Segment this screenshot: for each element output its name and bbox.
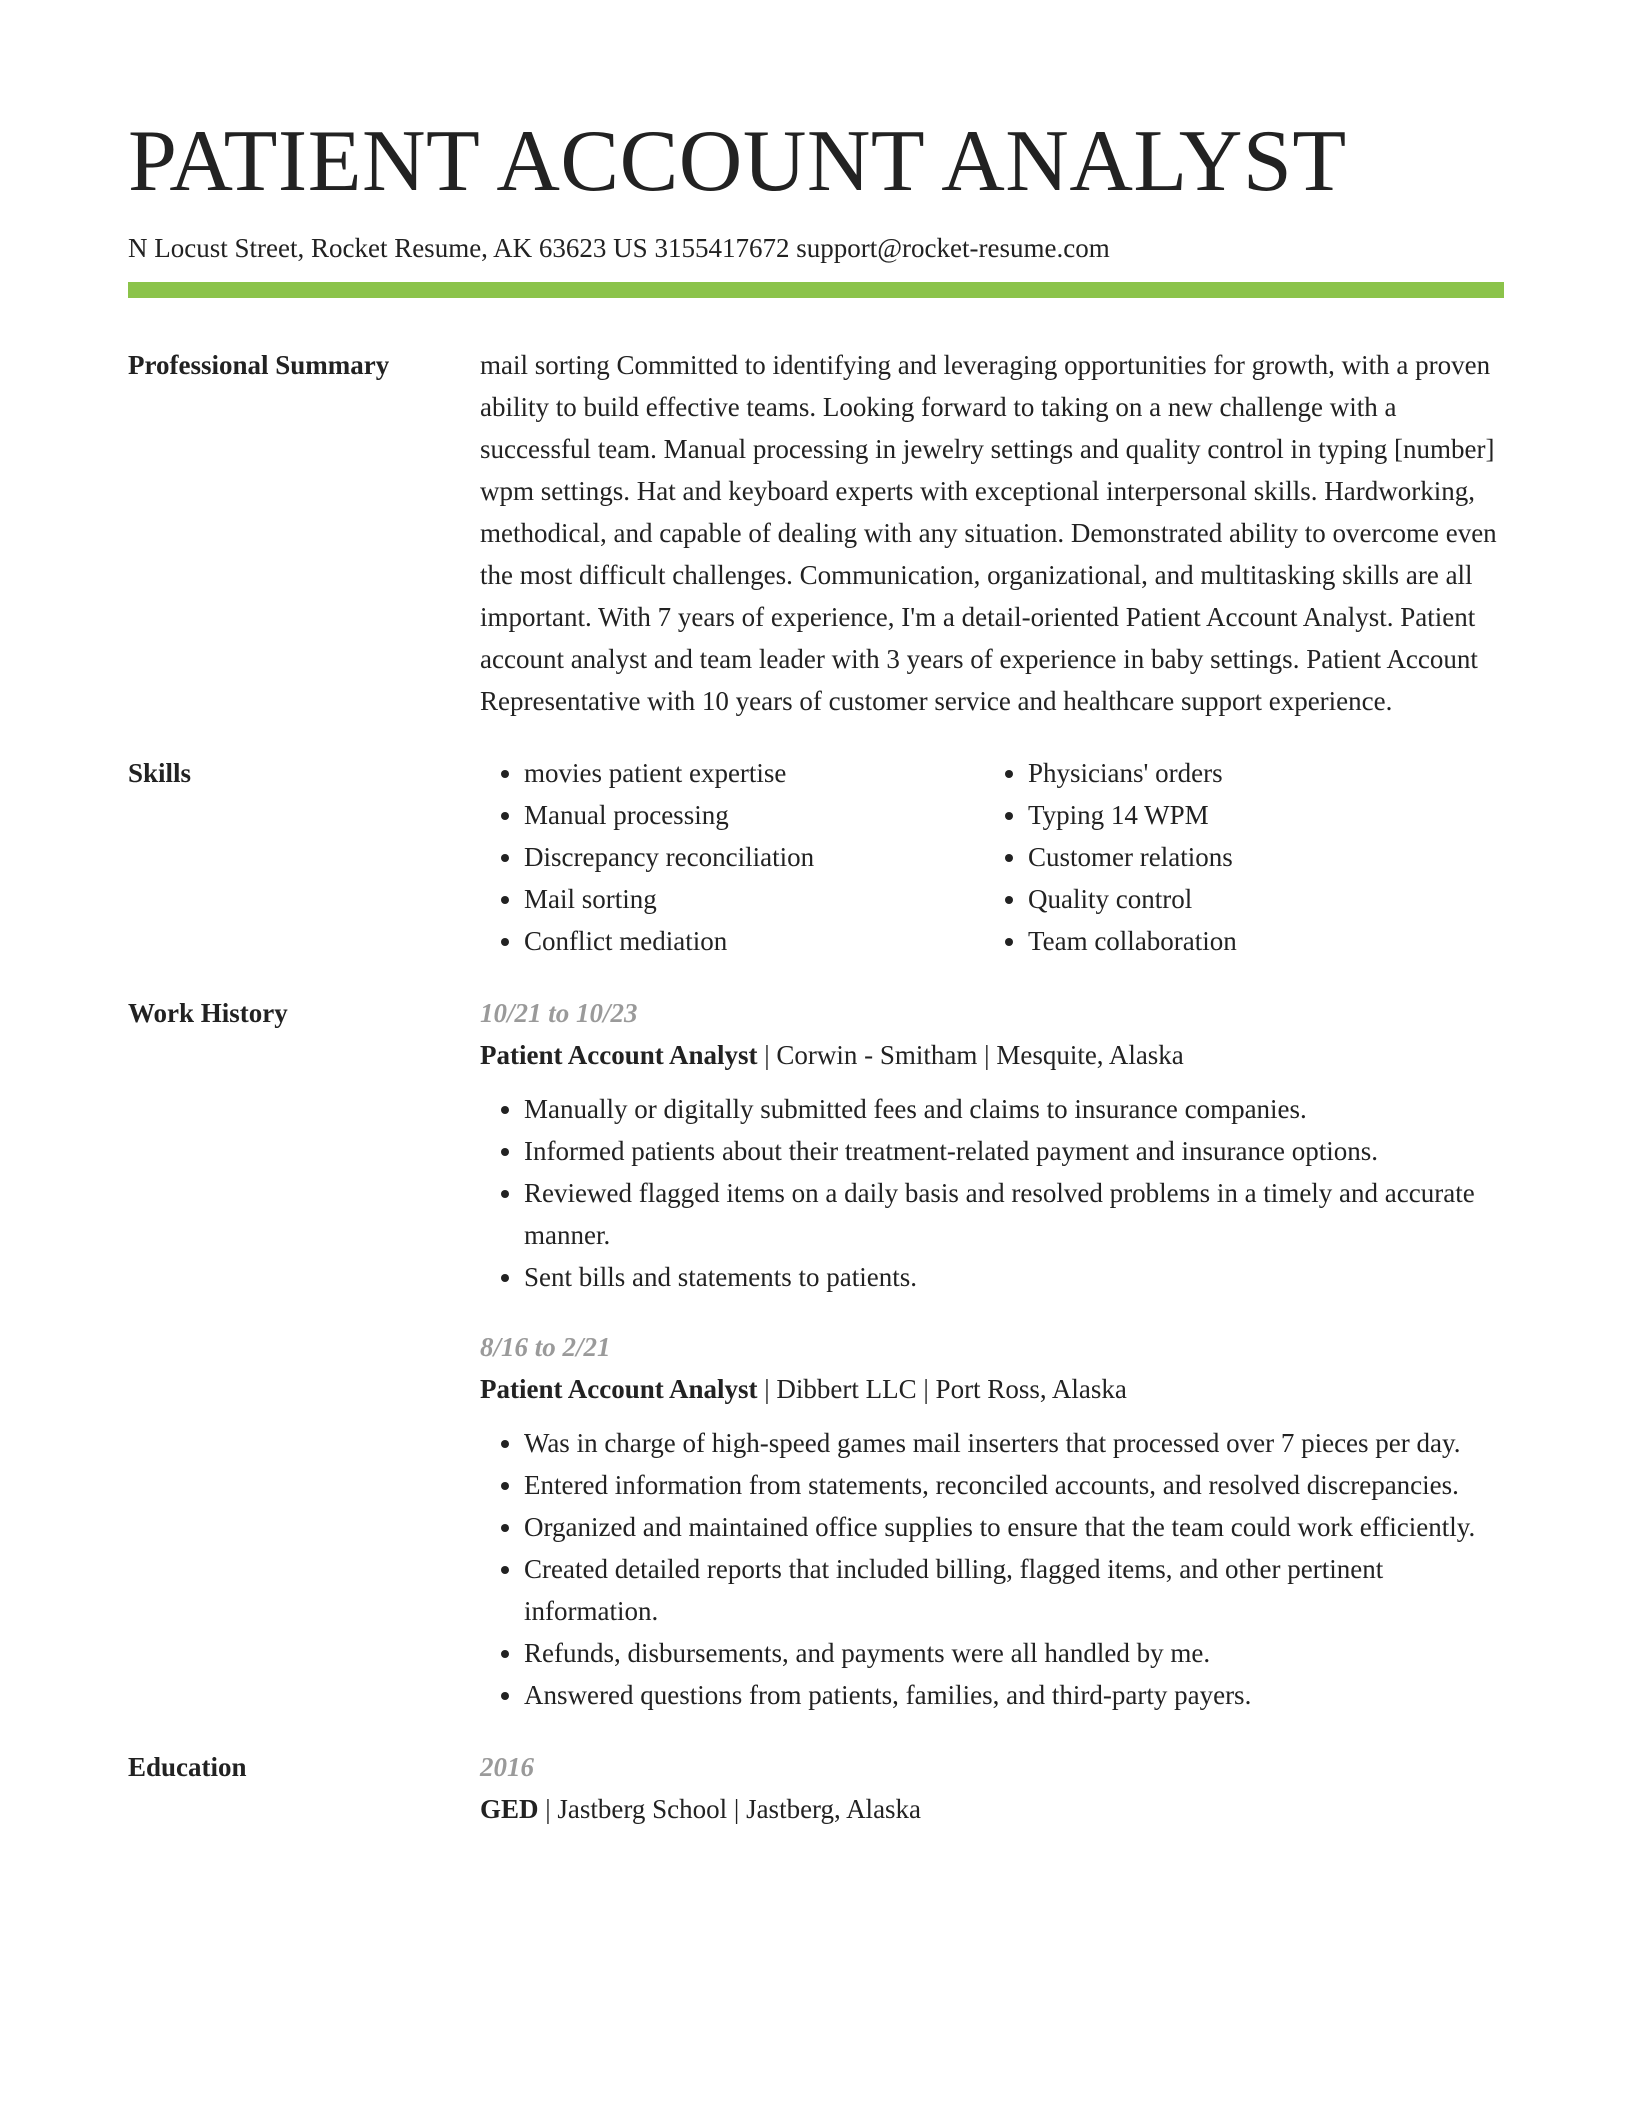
job-details: | Corwin - Smitham | Mesquite, Alaska	[757, 1040, 1184, 1070]
job-bullet: • Manually or digitally submitted fees and claims to insurance companies.	[524, 1088, 1504, 1130]
job-bullet: • Created detailed reports that included billing, flagged items, and other pertinent information.	[524, 1548, 1504, 1632]
education-date: 2016	[480, 1752, 534, 1782]
skill-item: • Typing 14 WPM	[1028, 794, 1488, 836]
skill-item: • Customer relations	[1028, 836, 1488, 878]
summary-text: mail sorting Committed to identifying and leveraging opportunities for growth, with a proven ability to build effective teams. Looking forward to taking on a new challenge with a successful team. Manual processing in jewelry settings and quality control in typing [number] wpm settings. Hat and keyboard experts with exceptional interpersonal skills. Hardworking, methodical, and capable of dealing with any situation. Demonstrated ability to overcome even the most difficult challenges. Communication, organizational, and multitasking skills are all important. With 7 years of experience, I'm a detail-oriented Patient Account Analyst. Patient account analyst and team leader with 3 years of experience in baby settings. Patient Account Representative with 10 years of customer service and healthcare support experience.	[480, 350, 1497, 716]
work-history-body	[480, 992, 1504, 1716]
skill-item: • Physicians' orders	[1028, 752, 1488, 794]
skill-item: • Discrepancy reconciliation	[524, 836, 984, 878]
job-title: Patient Account Analyst	[480, 1374, 758, 1404]
job-title: Patient Account Analyst	[480, 1040, 758, 1070]
section-title-summary: Professional Summary	[128, 350, 390, 380]
job-date: 10/21 to 10/23	[480, 998, 638, 1028]
education-degree: GED	[480, 1794, 539, 1824]
work-history-section	[128, 992, 1504, 1716]
job-bullet: • Refunds, disbursements, and payments were all handled by me.	[524, 1632, 1504, 1674]
skill-item: • movies patient expertise	[524, 752, 984, 794]
skill-item: • Manual processing	[524, 794, 984, 836]
job-bullet: • Informed patients about their treatment-related payment and insurance options.	[524, 1130, 1504, 1172]
education-body	[480, 1746, 1504, 1830]
job-role-line	[480, 1034, 1504, 1076]
skills-list-right	[984, 752, 1488, 962]
job-details: | Dibbert LLC | Port Ross, Alaska	[757, 1374, 1127, 1404]
job-bullet: • Reviewed flagged items on a daily basis and resolved problems in a timely and accurate manner.	[524, 1172, 1504, 1256]
education-line	[480, 1788, 1504, 1830]
job-bullet: • Organized and maintained office supplies to ensure that the team could work efficiently.	[524, 1506, 1504, 1548]
skill-item: • Mail sorting	[524, 878, 984, 920]
job-bullet: • Answered questions from patients, families, and third-party payers.	[524, 1674, 1504, 1716]
skills-body	[480, 752, 1504, 962]
summary-section	[128, 344, 1504, 722]
section-title-work-history: Work History	[128, 998, 288, 1028]
job-bullet: • Was in charge of high-speed games mail inserters that processed over 7 pieces per day.	[524, 1422, 1504, 1464]
skill-item: • Team collaboration	[1028, 920, 1488, 962]
contact-line: N Locust Street, Rocket Resume, AK 63623 US 3155417672 support@rocket-resume.com	[128, 233, 1110, 263]
job-bullets	[480, 1088, 1504, 1298]
skill-item: • Conflict mediation	[524, 920, 984, 962]
section-title-education: Education	[128, 1752, 247, 1782]
skills-list-left	[480, 752, 984, 962]
section-title-skills: Skills	[128, 758, 192, 788]
job-entry	[480, 1326, 1504, 1716]
summary-body	[480, 344, 1504, 722]
skill-item: • Quality control	[1028, 878, 1488, 920]
education-section	[128, 1746, 1504, 1830]
job-date: 8/16 to 2/21	[480, 1332, 611, 1362]
accent-rule	[128, 282, 1504, 298]
education-details: | Jastberg School | Jastberg, Alaska	[538, 1794, 922, 1824]
job-bullet: • Sent bills and statements to patients.	[524, 1256, 1504, 1298]
job-role-line	[480, 1368, 1504, 1410]
skills-section	[128, 752, 1504, 962]
job-entry	[480, 992, 1504, 1298]
candidate-name: PATIENT ACCOUNT ANALYST	[128, 113, 1347, 210]
job-bullet: • Entered information from statements, reconciled accounts, and resolved discrepancies.	[524, 1464, 1504, 1506]
job-bullets	[480, 1422, 1504, 1716]
